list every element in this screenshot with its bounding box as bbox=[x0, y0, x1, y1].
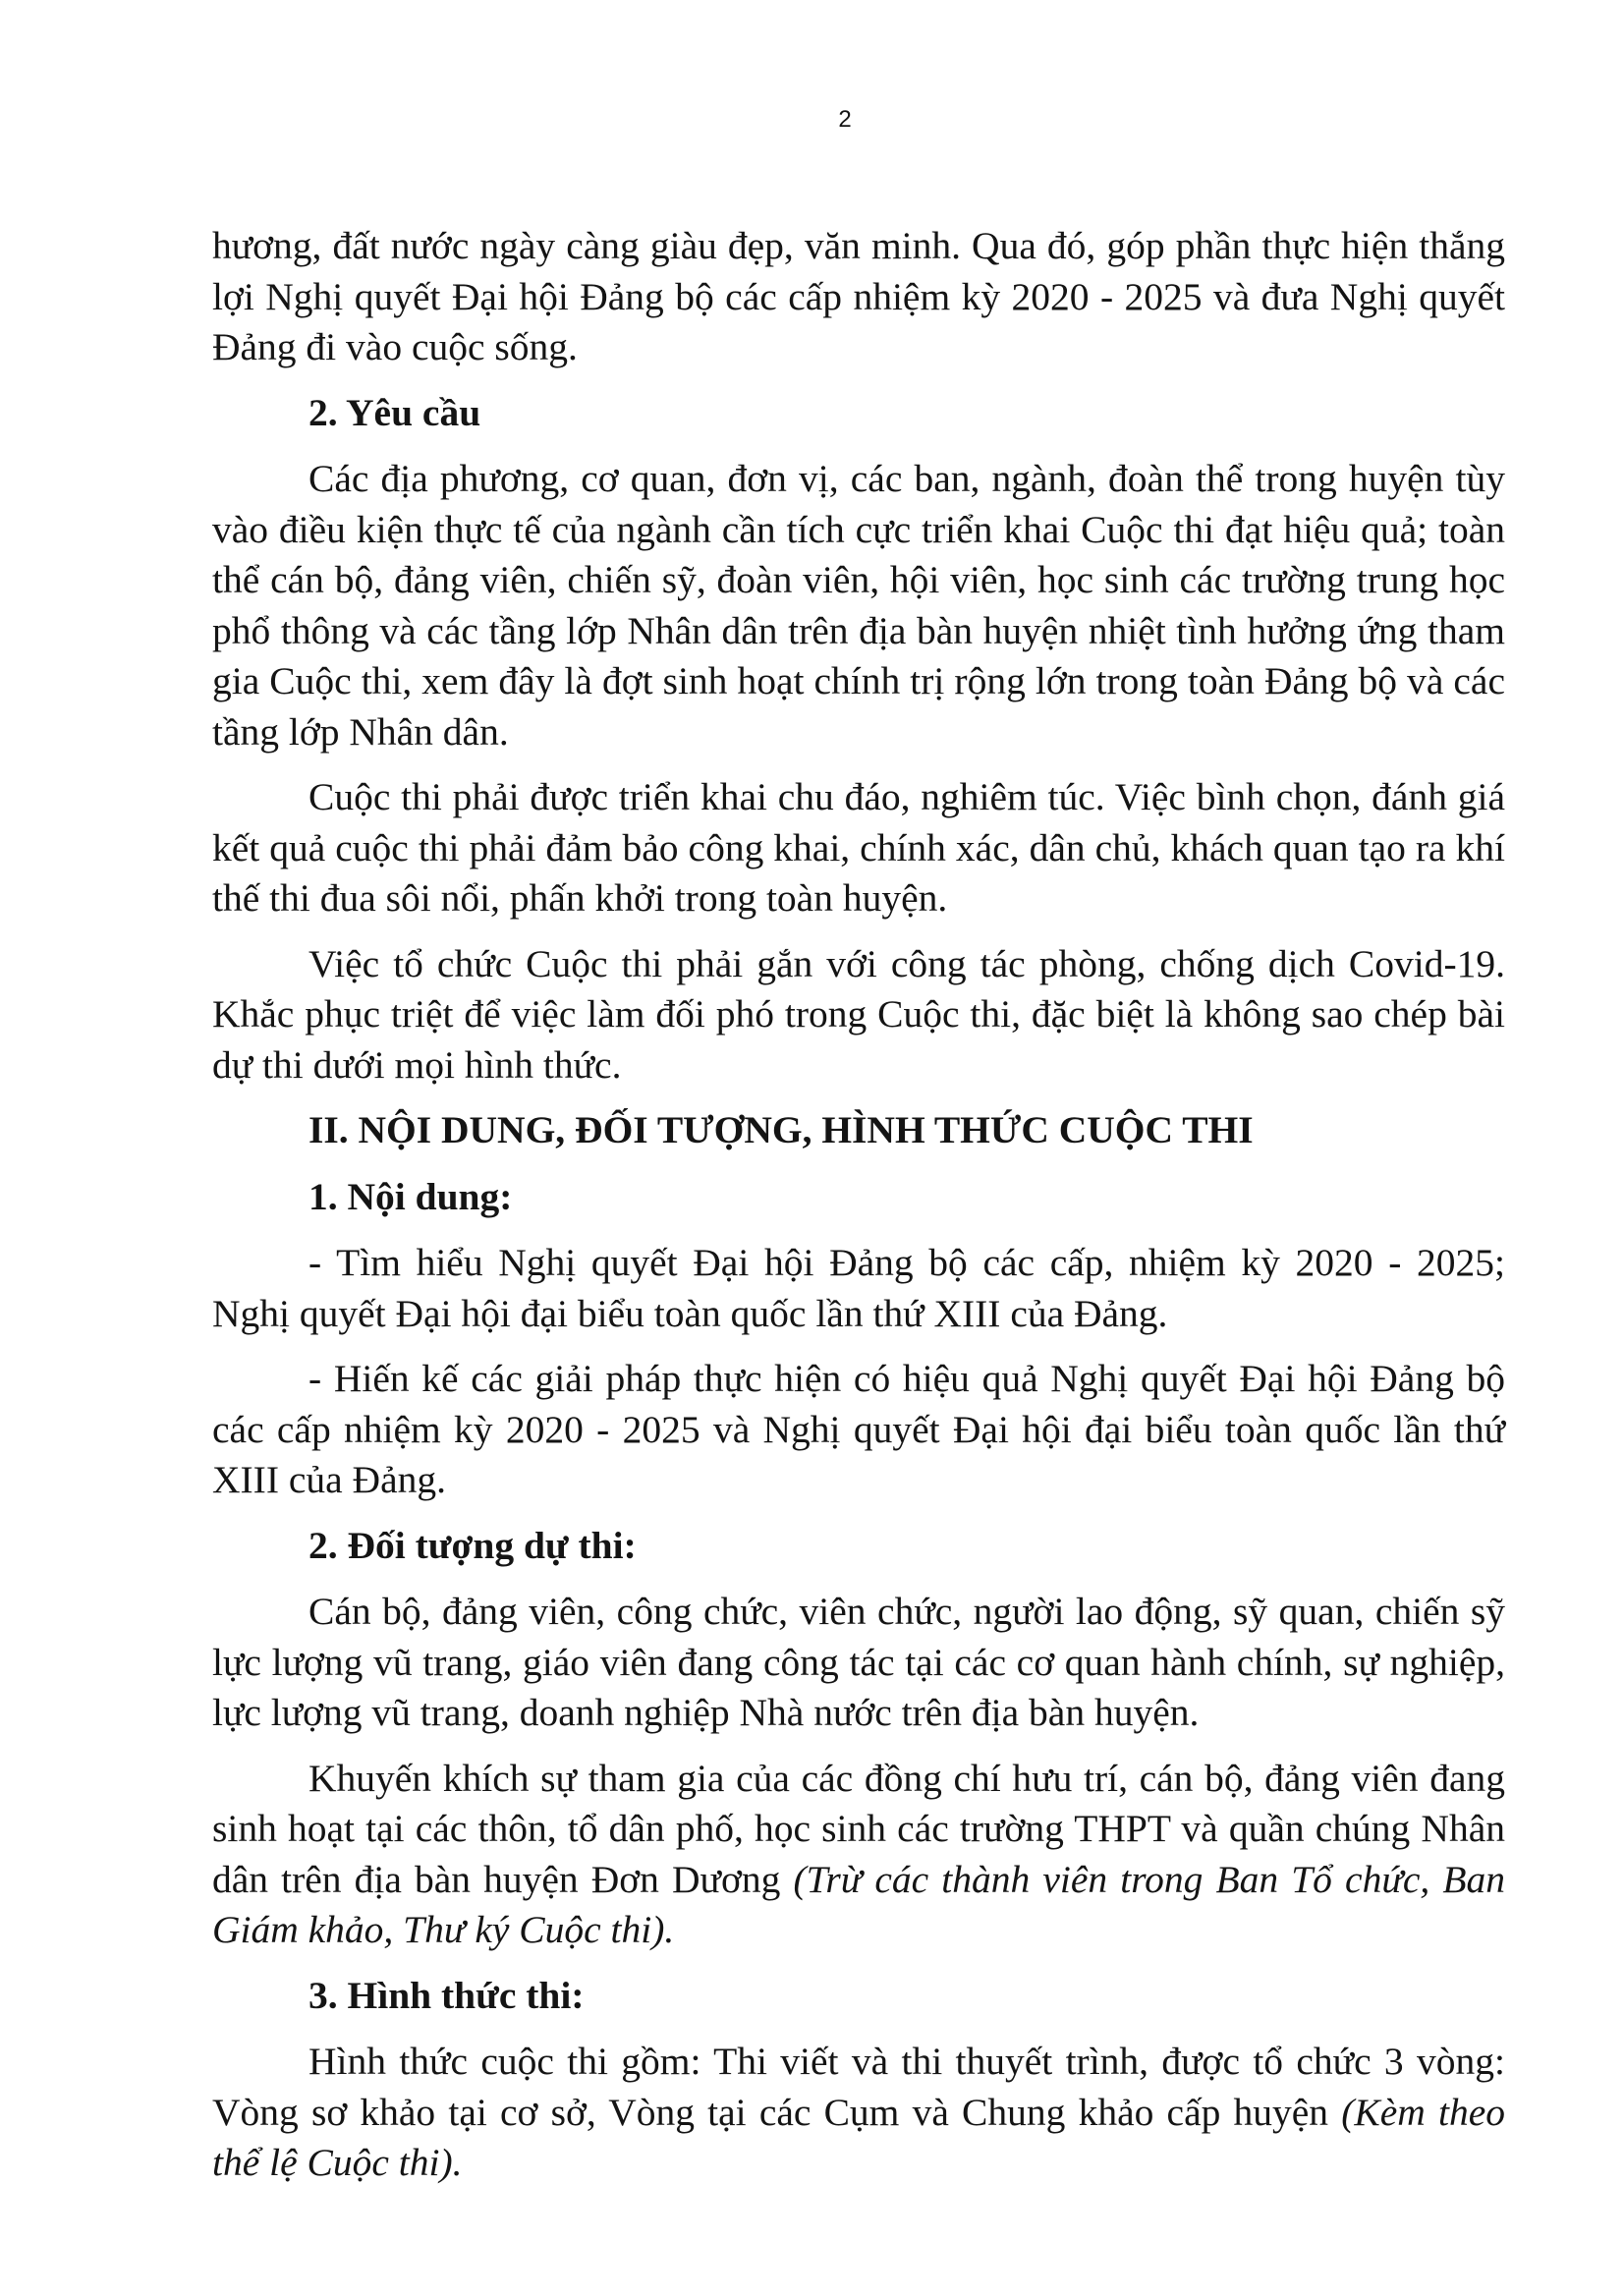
format-paragraph-text: Hình thức cuộc thi gồm: Thi viết và thi thuyết trình, được tổ chức 3 vòng: Vòng sơ khảo tại cơ sở, Vòng tại các Cụm và Chung khảo cấp huyện bbox=[212, 2040, 1505, 2134]
content-item-1: - Tìm hiểu Nghị quyết Đại hội Đảng bộ các cấp, nhiệm kỳ 2020 - 2025; Nghị quyết Đại hội đại biểu toàn quốc lần thứ XIII của Đảng. bbox=[212, 1241, 1505, 1335]
content-item-2: - Hiến kế các giải pháp thực hiện có hiệu quả Nghị quyết Đại hội Đảng bộ các cấp nhiệm kỳ 2020 - 2025 và Nghị quyết Đại hội đại biểu toàn quốc lần thứ XIII của Đảng. bbox=[212, 1357, 1505, 1501]
requirements-paragraph-2: Cuộc thi phải được triển khai chu đáo, nghiêm túc. Việc bình chọn, đánh giá kết quả cuộc thi phải đảm bảo công khai, chính xác, dân chủ, khách quan tạo ra khí thế thi đua sôi nổi, phấn khởi trong toàn huyện. bbox=[212, 775, 1505, 920]
intro-continuation: hương, đất nước ngày càng giàu đẹp, văn minh. Qua đó, góp phần thực hiện thắng lợi Nghị quyết Đại hội Đảng bộ các cấp nhiệm kỳ 2020 - 2025 và đưa Nghị quyết Đảng đi vào cuộc sống. bbox=[212, 224, 1505, 368]
format-heading: 3. Hình thức thi: bbox=[308, 1973, 585, 2017]
participants-paragraph-2-text: Khuyến khích sự tham gia của các đồng chí hưu trí, cán bộ, đảng viên đang sinh hoạt tại các thôn, tổ dân phố, học sinh các trường THPT và quần chúng Nhân dân trên địa bàn huyện Đơn Dương bbox=[212, 1756, 1505, 1901]
requirements-paragraph-1: Các địa phương, cơ quan, đơn vị, các ban, ngành, đoàn thể trong huyện tùy vào điều kiện thực tế của ngành cần tích cực triển khai Cuộc thi đạt hiệu quả; toàn thể cán bộ, đảng viên, chiến sỹ, đoàn viên, hội viên, học sinh các trường trung học phổ thông và các tầng lớp Nhân dân trên địa bàn huyện nhiệt tình hưởng ứng tham gia Cuộc thi, xem đây là đợt sinh hoạt chính trị rộng lớn trong toàn Đảng bộ và các tầng lớp Nhân dân. bbox=[212, 457, 1505, 754]
participants-paragraph-1: Cán bộ, đảng viên, công chức, viên chức, người lao động, sỹ quan, chiến sỹ lực lượng vũ trang, giáo viên đang công tác tại các cơ quan hành chính, sự nghiệp, lực lượng vũ trang, doanh nghiệp Nhà nước trên địa bàn huyện. bbox=[212, 1590, 1505, 1734]
requirements-paragraph-3: Việc tổ chức Cuộc thi phải gắn với công tác phòng, chống dịch Covid-19. Khắc phục triệt để việc làm đối phó trong Cuộc thi, đặc biệt là không sao chép bài dự thi dưới mọi hình thức. bbox=[212, 941, 1505, 1087]
participants-paragraph-2 bbox=[212, 1754, 1505, 1956]
format-rules-note: (Kèm theo thể lệ Cuộc thi). bbox=[212, 2090, 1505, 2184]
participants-heading: 2. Đối tượng dự thi: bbox=[308, 1523, 637, 1567]
format-paragraph bbox=[212, 2037, 1505, 2189]
section-2-heading: 2. Yêu cầu bbox=[308, 390, 481, 434]
page-number: 2 bbox=[838, 106, 852, 133]
document-body bbox=[212, 221, 1505, 2204]
content-heading: 1. Nội dung: bbox=[308, 1174, 513, 1218]
participants-exclusion-note: (Trừ các thành viên trong Ban Tổ chức, Ban Giám khảo, Thư ký Cuộc thi). bbox=[212, 1857, 1505, 1951]
part-II-heading: II. NỘI DUNG, ĐỐI TƯỢNG, HÌNH THỨC CUỘC THI bbox=[308, 1108, 1254, 1151]
